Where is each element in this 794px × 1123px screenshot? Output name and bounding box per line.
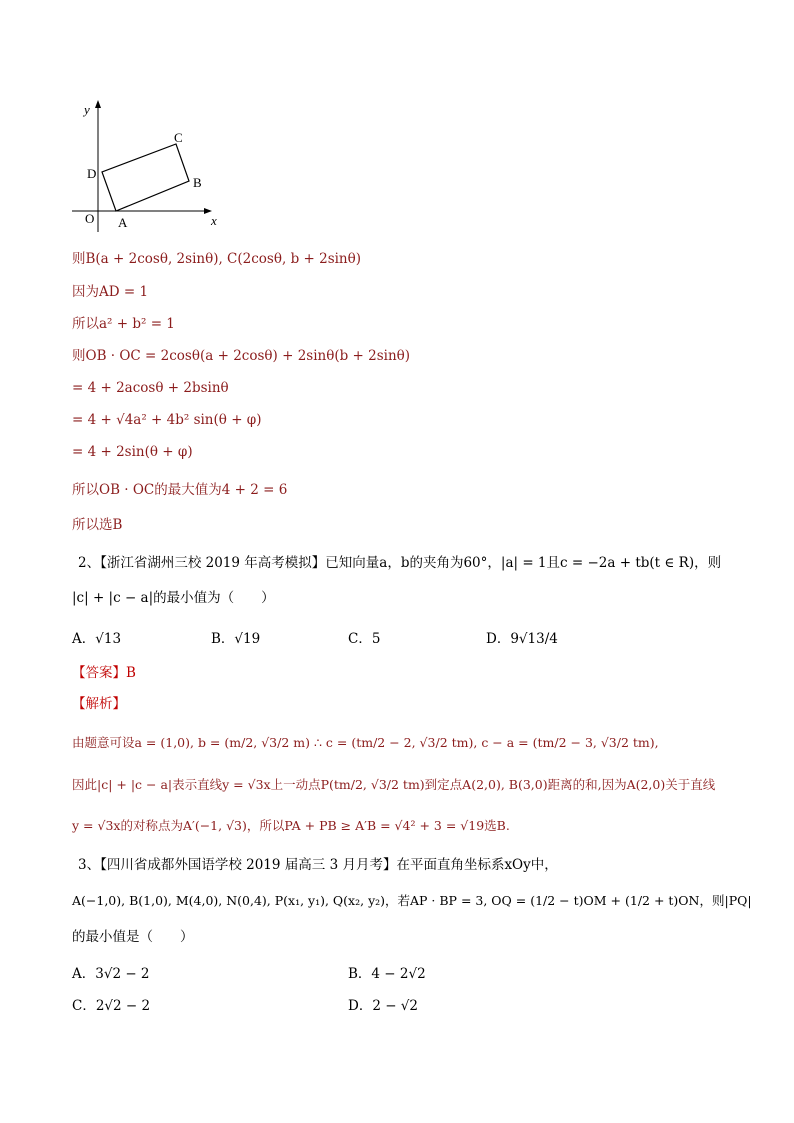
q2-solution-line1: 由题意可设a = (1,0), b = (m/2, √3/2 m) ∴ c = (tm/2 − 2, √3/2 tm), c − a = (tm/2 − 3, √3/2 tm), [72, 735, 659, 750]
q2-solution-line2: 因此|c| + |c − a|表示直线y = √3x上一动点P(tm/2, √3/2 tm)到定点A(2,0), B(3,0)距离的和,因为A(2,0)关于直线 [72, 777, 716, 792]
x-label: x [211, 213, 217, 228]
q3-option-c: C．2√2 − 2 [72, 998, 151, 1014]
q3-stem-line2: A(−1,0), B(1,0), M(4,0), N(0,4), P(x₁, y₁), Q(x₂, y₂)，若AP · BP = 3, OQ = (1/2 − t)OM + (1/2 + t)ON，则|PQ| [72, 893, 752, 908]
solution-eq3: = 4 + 2sin(θ + φ) [72, 444, 193, 460]
q2-option-d: D．9√13/4 [486, 631, 558, 647]
solution-eq2: = 4 + √4a² + 4b² sin(θ + φ) [72, 412, 262, 428]
q2-stem-line2: |c| + |c − a|的最小值为（ ） [72, 590, 275, 606]
solution-so1: 所以a² + b² = 1 [72, 316, 175, 332]
solution-choose: 所以选B [72, 517, 123, 533]
solution-max: 所以OB · OC的最大值为4 + 2 = 6 [72, 482, 288, 498]
solution-eq1: = 4 + 2acosθ + 2bsinθ [72, 380, 229, 396]
b-label: B [193, 175, 202, 190]
a-label: A [118, 215, 128, 230]
q3-option-a: A．3√2 − 2 [72, 966, 150, 982]
c-label: C [174, 130, 183, 145]
q2-stem-line1: 2、【浙江省湖州三校 2019 年高考模拟】已知向量a，b的夹角为60°，|a| = 1且c = −2a + tb(t ∈ R)，则 [78, 555, 722, 571]
y-label: y [84, 102, 90, 117]
q3-option-d: D．2 − √2 [348, 998, 418, 1014]
q3-stem-line1: 3、【四川省成都外国语学校 2019 届高三 3 月月考】在平面直角坐标系xOy中， [78, 857, 558, 873]
solution-because: 因为AD = 1 [72, 284, 149, 300]
q2-option-b: B．√19 [211, 631, 261, 647]
q2-analysis-heading: 【解析】 [72, 696, 126, 712]
document-body [72, 0, 752, 1123]
q3-stem-line3: 的最小值是（ ） [72, 929, 194, 945]
solution-dot-product: 则OB · OC = 2cosθ(a + 2cosθ) + 2sinθ(b + 2sinθ) [72, 348, 411, 364]
q2-option-a: A．√13 [72, 631, 122, 647]
q2-option-c: C．5 [348, 631, 381, 647]
q2-solution-line3: y = √3x的对称点为A′(−1, √3)，所以PA + PB ≥ A′B = √4² + 3 = √19选B. [72, 818, 510, 833]
q2-answer: 【答案】B [72, 665, 136, 681]
q3-option-b: B．4 − 2√2 [348, 966, 426, 982]
solution-coords: 则B(a + 2cosθ, 2sinθ), C(2cosθ, b + 2sinθ) [72, 251, 362, 267]
o-label: O [85, 211, 95, 226]
d-label: D [87, 166, 97, 181]
